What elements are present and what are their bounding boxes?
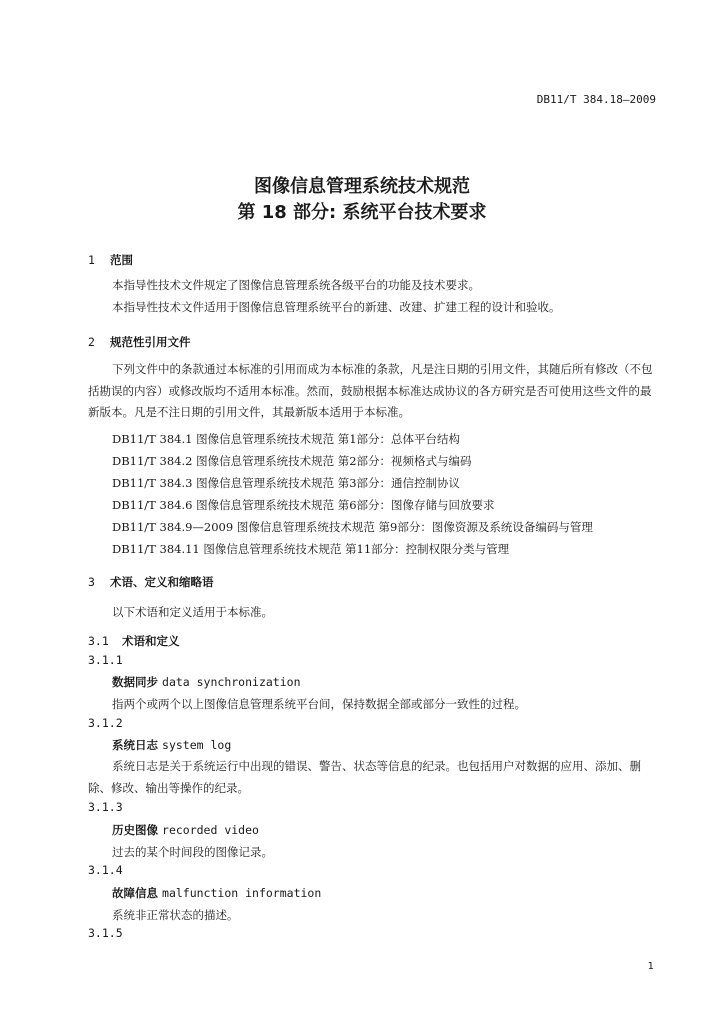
term-chinese: 故障信息 (112, 886, 158, 900)
term-title (112, 674, 301, 690)
term-chinese: 系统日志 (112, 738, 158, 752)
term-definition: 系统非正常状态的描述。 (112, 908, 239, 922)
document-subtitle: 第 18 部分: 系统平台技术要求 (237, 202, 487, 223)
term-definition: 系统日志是关于系统运行中出现的错误、警告、状态等信息的纪录。也包括用户对数据的应用、添加、删除、修改、输出等操作的纪录。 (88, 759, 641, 795)
term-number: 3.1.2 (88, 716, 123, 730)
section-1-paragraph-1: 本指导性技术文件规定了图像信息管理系统各级平台的功能及技术要求。 (112, 278, 480, 292)
term-definition: 过去的某个时间段的图像记录。 (112, 845, 273, 859)
term-number: 3.1.1 (88, 653, 123, 667)
section-3-heading (88, 574, 214, 590)
reference-item: DB11/T 384.2 图像信息管理系统技术规范 第2部分：视频格式与编码 (112, 454, 472, 468)
term-title (112, 737, 231, 753)
term-number: 3.1.3 (88, 800, 123, 814)
subsection-title: 术语和定义 (122, 634, 180, 648)
section-title: 范围 (110, 253, 134, 267)
term-english: recorded video (162, 823, 259, 837)
section-2-heading (88, 334, 191, 350)
term-definition: 指两个或两个以上图像信息管理系统平台间，保持数据全部或部分一致性的过程。 (112, 697, 526, 711)
reference-item: DB11/T 384.6 图像信息管理系统技术规范 第6部分：图像存储与回放要求 (112, 498, 495, 512)
subsection-number: 3.1 (88, 634, 109, 648)
reference-item: DB11/T 384.3 图像信息管理系统技术规范 第3部分：通信控制协议 (112, 476, 461, 490)
subsection-3-1-heading (88, 633, 180, 649)
section-2-intro: 下列文件中的条款通过本标准的引用而成为本标准的条款，凡是注日期的引用文件，其随后所有修改（不包括勘误的内容）或修改版均不适用本标准。然而，鼓励根据本标准达成协议的各方研究是否可使用这些文件的最新版本。凡是不注日期的引用文件，其最新版本适用于本标准。 (88, 362, 653, 419)
reference-item: DB11/T 384.9—2009 图像信息管理系统技术规范 第9部分：图像资源及系统设备编码与管理 (112, 520, 593, 534)
term-english: malfunction information (162, 886, 322, 900)
page-number: 1 (647, 961, 654, 972)
term-number: 3.1.4 (88, 863, 123, 877)
term-chinese: 历史图像 (112, 823, 158, 837)
standard-code: DB11/T 384.18—2009 (536, 93, 656, 106)
section-number: 1 (88, 253, 95, 267)
section-title: 规范性引用文件 (110, 335, 191, 349)
term-chinese: 数据同步 (112, 675, 158, 689)
reference-item: DB11/T 384.11 图像信息管理系统技术规范 第11部分：控制权限分类与管理 (112, 542, 510, 556)
document-title: 图像信息管理系统技术规范 (254, 176, 470, 197)
term-english: system log (162, 738, 232, 752)
section-1-heading (88, 252, 133, 268)
section-title: 术语、定义和缩略语 (110, 575, 214, 589)
term-title (112, 822, 259, 838)
reference-item: DB11/T 384.1 图像信息管理系统技术规范 第1部分：总体平台结构 (112, 432, 461, 446)
section-3-intro: 以下术语和定义适用于本标准。 (112, 605, 273, 619)
term-english: data synchronization (162, 675, 301, 689)
term-title (112, 885, 321, 901)
term-number: 3.1.5 (88, 926, 123, 940)
section-number: 3 (88, 575, 95, 589)
section-number: 2 (88, 335, 95, 349)
section-1-paragraph-2: 本指导性技术文件适用于图像信息管理系统平台的新建、改建、扩建工程的设计和验收。 (112, 300, 561, 314)
